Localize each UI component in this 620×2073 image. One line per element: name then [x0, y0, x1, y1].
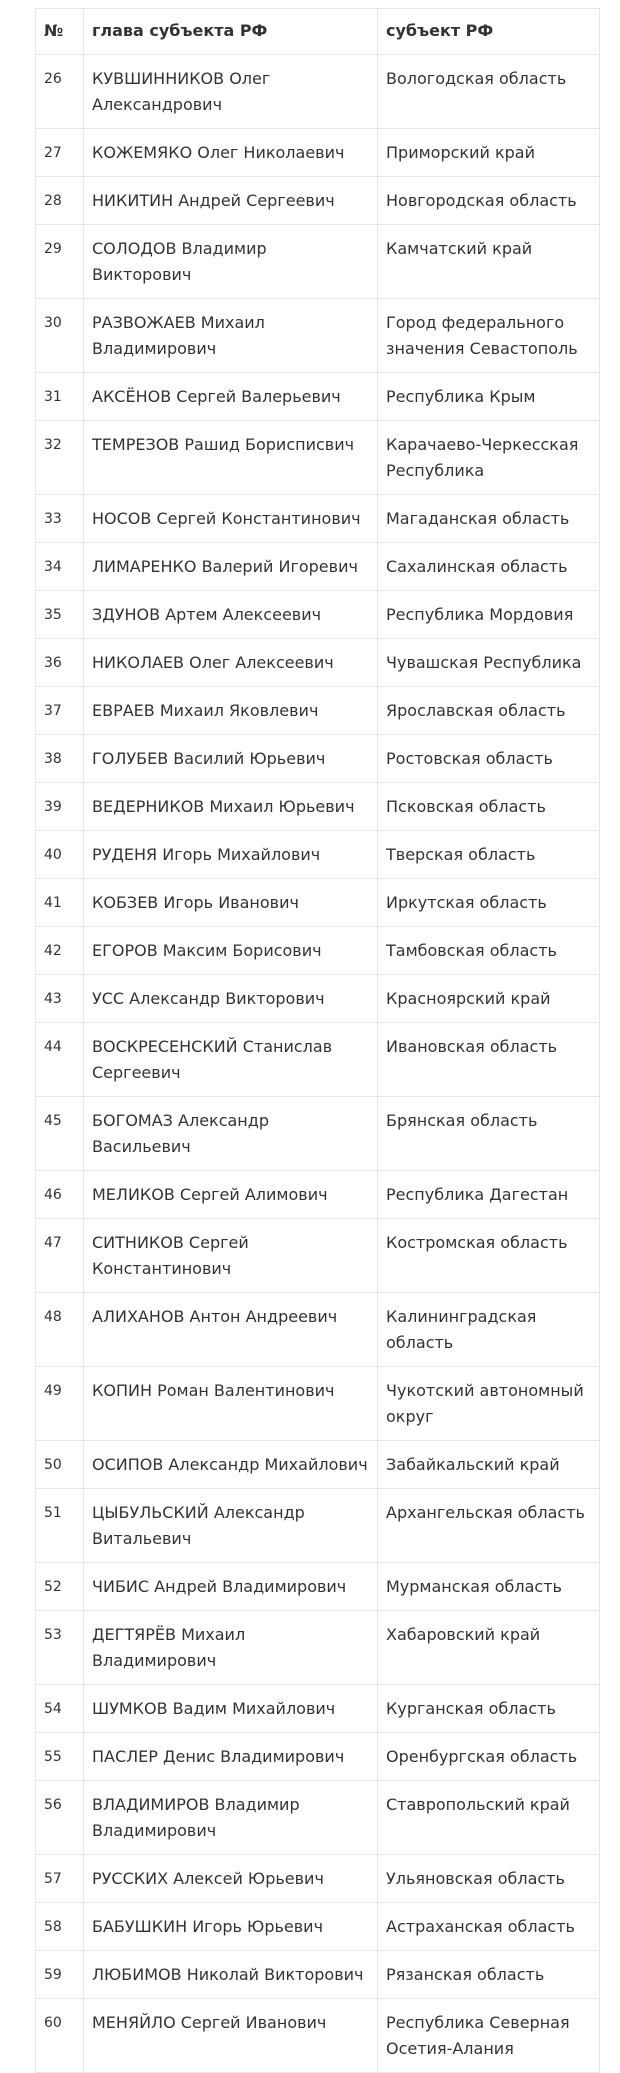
table-row: [36, 1733, 600, 1781]
region-name: Камчатский край: [378, 225, 600, 299]
region-name: Приморский край: [378, 129, 600, 177]
row-number: 50: [36, 1441, 84, 1489]
row-number: 60: [36, 1999, 84, 2073]
region-name: Сахалинская область: [378, 543, 600, 591]
table-row: [36, 421, 600, 495]
region-name: Ивановская область: [378, 1023, 600, 1097]
governor-name: АЛИХАНОВ Антон Андреевич: [84, 1293, 378, 1367]
governor-name: ВЛАДИМИРОВ Владимир Владимирович: [84, 1781, 378, 1855]
region-name: Забайкальский край: [378, 1441, 600, 1489]
table-row: [36, 1489, 600, 1563]
row-number: 38: [36, 735, 84, 783]
row-number: 53: [36, 1611, 84, 1685]
region-name: Брянская область: [378, 1097, 600, 1171]
row-number: 40: [36, 831, 84, 879]
region-name: Карачаево-Черкесская Республика: [378, 421, 600, 495]
region-name: Курганская область: [378, 1685, 600, 1733]
table-row: [36, 783, 600, 831]
row-number: 56: [36, 1781, 84, 1855]
region-name: Республика Крым: [378, 373, 600, 421]
governor-name: КОЖЕМЯКО Олег Николаевич: [84, 129, 378, 177]
governor-name: ДЕГТЯРЁВ Михаил Владимирович: [84, 1611, 378, 1685]
region-name: Республика Северная Осетия-Алания: [378, 1999, 600, 2073]
row-number: 41: [36, 879, 84, 927]
region-name: Калининградская область: [378, 1293, 600, 1367]
region-name: Магаданская область: [378, 495, 600, 543]
table-header-row: [36, 9, 600, 55]
governor-name: СИТНИКОВ Сергей Константинович: [84, 1219, 378, 1293]
table-row: [36, 975, 600, 1023]
column-header-region: субъект РФ: [378, 9, 600, 55]
table-row: [36, 225, 600, 299]
table-row: [36, 1781, 600, 1855]
governor-name: ШУМКОВ Вадим Михайлович: [84, 1685, 378, 1733]
table-row: [36, 1293, 600, 1367]
table-row: [36, 879, 600, 927]
table-row: [36, 1441, 600, 1489]
region-name: Чувашская Республика: [378, 639, 600, 687]
governors-table: [35, 8, 600, 2073]
governor-name: МЕНЯЙЛО Сергей Иванович: [84, 1999, 378, 2073]
table-row: [36, 177, 600, 225]
governor-name: КОПИН Роман Валентинович: [84, 1367, 378, 1441]
table-row: [36, 1611, 600, 1685]
table-row: [36, 55, 600, 129]
governor-name: РУССКИХ Алексей Юрьевич: [84, 1855, 378, 1903]
region-name: Вологодская область: [378, 55, 600, 129]
row-number: 58: [36, 1903, 84, 1951]
table-row: [36, 639, 600, 687]
governor-name: РАЗВОЖАЕВ Михаил Владимирович: [84, 299, 378, 373]
table-row: [36, 1367, 600, 1441]
governor-name: СОЛОДОВ Владимир Викторович: [84, 225, 378, 299]
region-name: Ярославская область: [378, 687, 600, 735]
row-number: 42: [36, 927, 84, 975]
table-row: [36, 1685, 600, 1733]
row-number: 34: [36, 543, 84, 591]
table-row: [36, 1219, 600, 1293]
governor-name: ПАСЛЕР Денис Владимирович: [84, 1733, 378, 1781]
governor-name: УСС Александр Викторович: [84, 975, 378, 1023]
governor-name: БАБУШКИН Игорь Юрьевич: [84, 1903, 378, 1951]
table-row: [36, 1171, 600, 1219]
governor-name: ВОСКРЕСЕНСКИЙ Станислав Сергеевич: [84, 1023, 378, 1097]
table-row: [36, 1999, 600, 2073]
row-number: 37: [36, 687, 84, 735]
governor-name: ОСИПОВ Александр Михайлович: [84, 1441, 378, 1489]
table-body: [36, 55, 600, 2073]
row-number: 46: [36, 1171, 84, 1219]
region-name: Мурманская область: [378, 1563, 600, 1611]
table-row: [36, 1023, 600, 1097]
column-header-head: глава субъекта РФ: [84, 9, 378, 55]
table-row: [36, 299, 600, 373]
governor-name: ГОЛУБЕВ Василий Юрьевич: [84, 735, 378, 783]
region-name: Архангельская область: [378, 1489, 600, 1563]
table-row: [36, 591, 600, 639]
row-number: 36: [36, 639, 84, 687]
governor-name: КУВШИННИКОВ Олег Александрович: [84, 55, 378, 129]
table-row: [36, 373, 600, 421]
governors-table-container: [35, 8, 599, 2073]
governor-name: КОБЗЕВ Игорь Иванович: [84, 879, 378, 927]
row-number: 55: [36, 1733, 84, 1781]
governor-name: НОСОВ Сергей Константинович: [84, 495, 378, 543]
row-number: 44: [36, 1023, 84, 1097]
governor-name: ЕГОРОВ Максим Борисович: [84, 927, 378, 975]
row-number: 54: [36, 1685, 84, 1733]
region-name: Тверская область: [378, 831, 600, 879]
row-number: 26: [36, 55, 84, 129]
region-name: Псковская область: [378, 783, 600, 831]
row-number: 28: [36, 177, 84, 225]
governor-name: ЕВРАЕВ Михаил Яковлевич: [84, 687, 378, 735]
row-number: 47: [36, 1219, 84, 1293]
governor-name: ВЕДЕРНИКОВ Михаил Юрьевич: [84, 783, 378, 831]
row-number: 27: [36, 129, 84, 177]
governor-name: ЛЮБИМОВ Николай Викторович: [84, 1951, 378, 1999]
row-number: 52: [36, 1563, 84, 1611]
table-row: [36, 543, 600, 591]
row-number: 30: [36, 299, 84, 373]
row-number: 39: [36, 783, 84, 831]
table-row: [36, 831, 600, 879]
region-name: Красноярский край: [378, 975, 600, 1023]
table-row: [36, 1903, 600, 1951]
region-name: Оренбургская область: [378, 1733, 600, 1781]
region-name: Город федерального значения Севастополь: [378, 299, 600, 373]
governor-name: НИКИТИН Андрей Сергеевич: [84, 177, 378, 225]
table-row: [36, 1855, 600, 1903]
governor-name: ЦЫБУЛЬСКИЙ Александр Витальевич: [84, 1489, 378, 1563]
governor-name: ЗДУНОВ Артем Алексеевич: [84, 591, 378, 639]
row-number: 48: [36, 1293, 84, 1367]
region-name: Иркутская область: [378, 879, 600, 927]
row-number: 57: [36, 1855, 84, 1903]
region-name: Тамбовская область: [378, 927, 600, 975]
row-number: 35: [36, 591, 84, 639]
table-row: [36, 129, 600, 177]
governor-name: НИКОЛАЕВ Олег Алексеевич: [84, 639, 378, 687]
governor-name: ЛИМАРЕНКО Валерий Игоревич: [84, 543, 378, 591]
row-number: 49: [36, 1367, 84, 1441]
row-number: 51: [36, 1489, 84, 1563]
region-name: Республика Дагестан: [378, 1171, 600, 1219]
region-name: Астраханская область: [378, 1903, 600, 1951]
region-name: Хабаровский край: [378, 1611, 600, 1685]
governor-name: БОГОМАЗ Александр Васильевич: [84, 1097, 378, 1171]
table-row: [36, 1951, 600, 1999]
table-row: [36, 927, 600, 975]
row-number: 29: [36, 225, 84, 299]
table-row: [36, 735, 600, 783]
governor-name: ТЕМРЕЗОВ Рашид Борисписвич: [84, 421, 378, 495]
row-number: 31: [36, 373, 84, 421]
table-header: [36, 9, 600, 55]
table-row: [36, 687, 600, 735]
row-number: 43: [36, 975, 84, 1023]
table-row: [36, 1097, 600, 1171]
region-name: Ставропольский край: [378, 1781, 600, 1855]
region-name: Ростовская область: [378, 735, 600, 783]
governor-name: МЕЛИКОВ Сергей Алимович: [84, 1171, 378, 1219]
region-name: Ульяновская область: [378, 1855, 600, 1903]
governor-name: РУДЕНЯ Игорь Михайлович: [84, 831, 378, 879]
region-name: Республика Мордовия: [378, 591, 600, 639]
region-name: Чукотский автономный округ: [378, 1367, 600, 1441]
row-number: 33: [36, 495, 84, 543]
region-name: Костромская область: [378, 1219, 600, 1293]
row-number: 32: [36, 421, 84, 495]
row-number: 45: [36, 1097, 84, 1171]
table-row: [36, 495, 600, 543]
region-name: Новгородская область: [378, 177, 600, 225]
governor-name: АКСЁНОВ Сергей Валерьевич: [84, 373, 378, 421]
column-header-number: №: [36, 9, 84, 55]
row-number: 59: [36, 1951, 84, 1999]
region-name: Рязанская область: [378, 1951, 600, 1999]
table-row: [36, 1563, 600, 1611]
governor-name: ЧИБИС Андрей Владимирович: [84, 1563, 378, 1611]
